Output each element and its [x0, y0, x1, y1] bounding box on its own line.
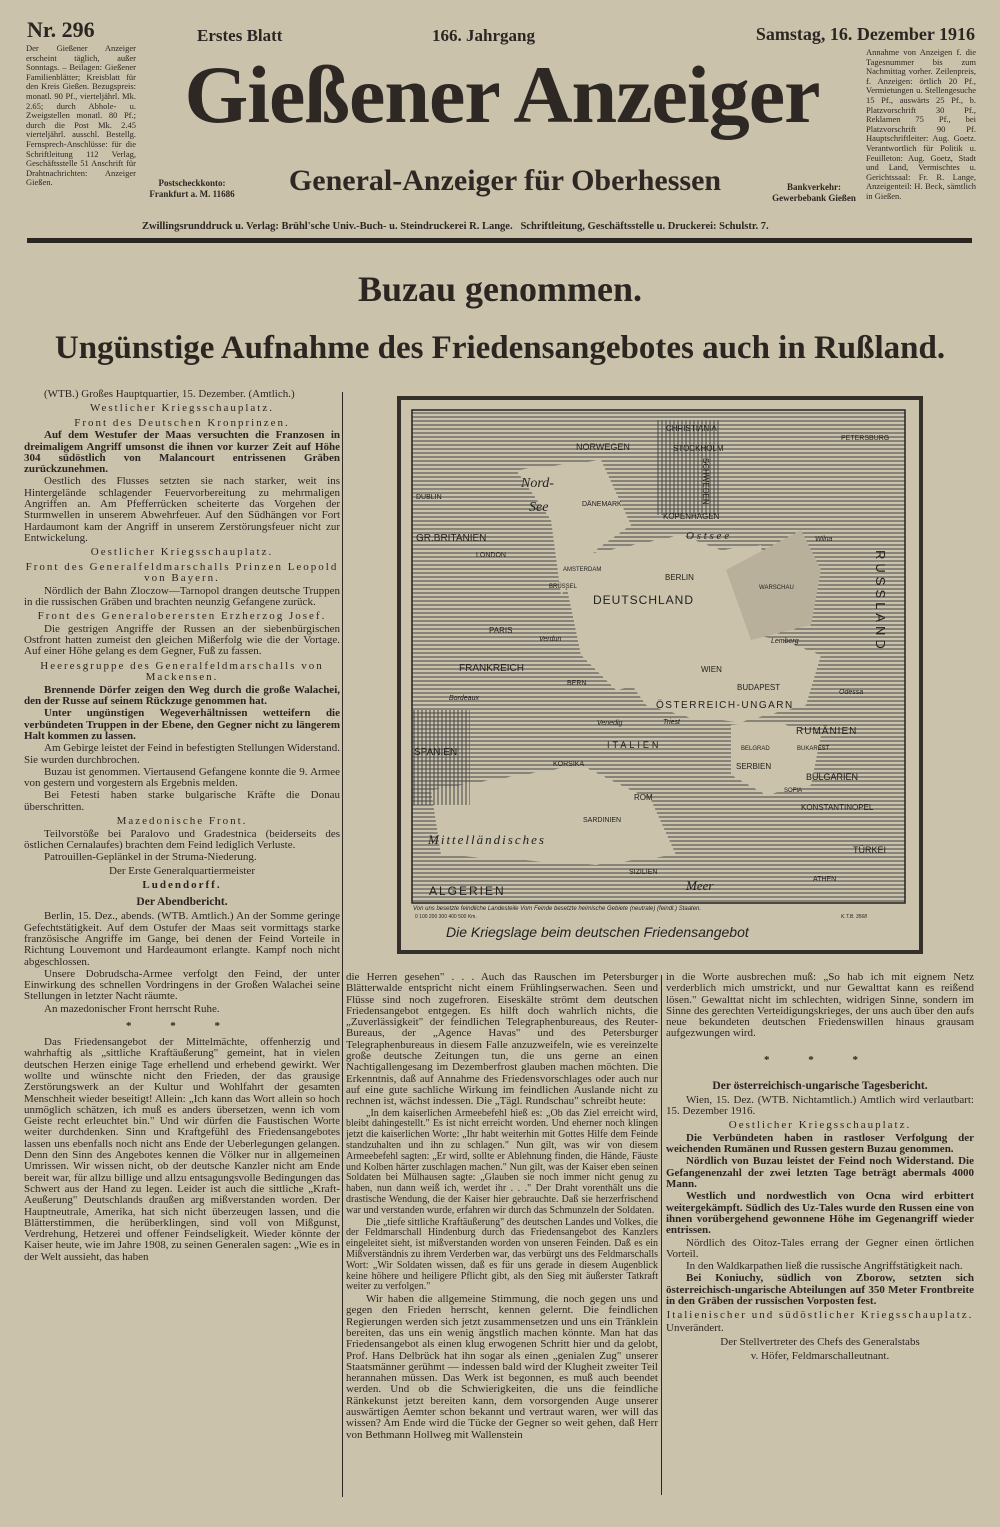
paragraph: Brennende Dörfer zeigen den Weg durch die große Walachei, den der Russe auf seinem Rückzuge genommen hat.: [24, 683, 340, 708]
paragraph: Nördlich des Oitoz-Tales errang der Gegner einen örtlichen Vorteil.: [666, 1236, 974, 1260]
map-label: WIEN: [701, 665, 722, 674]
imprint: Zwillingsrunddruck u. Verlag: Brühl'sche Univ.-Buch- u. Steindruckerei R. Lange. Schriftleitung, Geschäftsstelle u. Druckerei: Schulstr. 7.: [142, 221, 769, 232]
paragraph: Oestlich des Flusses setzten sie nach starker, weit ins Hintergelände schlagender Feuervorbereitung zu mehrmaligen Angriffen an. Am Pfefferrücken scheiterte das Vorgehen der Sturmwellen in unserem Abwehrfeuer. Auf den Südhängen vor Fort Hardaumont kam der Angriff in unserem Zerstörungsfeuer nicht zur Entwickelung.: [24, 475, 340, 544]
map-label: WARSCHAU: [759, 585, 794, 591]
section-heading: Italienischer und südöstlicher Kriegsschauplatz.: [666, 1309, 974, 1322]
map-caption: Die Kriegslage beim deutschen Friedensangebot: [446, 924, 749, 940]
map-label: Odessa: [839, 689, 864, 696]
map-label: See: [529, 500, 549, 515]
postscheck-info: Postscheckkonto: Frankfurt a. M. 11686: [149, 178, 235, 199]
map-label: Nord-: [521, 476, 554, 491]
paragraph: Westlich und nordwestlich von Ocna wird erbittert weitergekämpft. Südlich des Uz-Tales wurde den Russen eine von ihnen vorübergehend gewonnene Höhe im Gegenangriff wieder entrissen.: [666, 1190, 974, 1237]
section-heading: Westlicher Kriegsschauplatz.: [89, 402, 274, 415]
paragraph: Die „tiefe sittliche Kraftäußerung" des deutschen Landes und Volkes, die der Feldmarschall Hindenburg durch das Friedensangebot des Kanzlers eingeleitet sieht, ist mißverstanden worden von unseren Feinden. Daß es ein Mißverständnis zu ihrem Verderben war, das verbürgt uns des Feldmarschalls Wort: „Wir Soldaten wissen, daß es für uns gerade in diesem Augenblick keine höhere und heiligere Pflicht gibt, als den Sieg mit äußerster Tatkraft weiter zu verfolgen.": [346, 1216, 658, 1293]
paragraph: Nördlich von Buzau leistet der Feind noch Widerstand. Die Gefangenenzahl der zwei letzten Tage beträgt abermals 4000 Mann.: [666, 1155, 974, 1191]
paragraph: Nördlich der Bahn Zloczow—Tarnopol drangen deutsche Truppen in die russischen Gräben und brachten neunzig Gefangene zurück.: [24, 584, 340, 609]
section-heading: Front des Generalfeldmarschalls Prinzen Leopold von Bayern.: [25, 560, 339, 585]
map-label: BULGARIEN: [806, 772, 859, 782]
volume-label: 166. Jahrgang: [432, 26, 535, 45]
map-label: DUBLIN: [416, 494, 442, 501]
map-label: Verdun: [539, 636, 562, 643]
headline-main: Buzau genommen.: [357, 269, 642, 309]
map-label: RUMÄNIEN: [796, 726, 858, 737]
paragraph: Teilvorstöße bei Paralovo und Gradestnica (beiderseits des östlichen Cernalaufes) brachten dem Feind lediglich Verluste.: [24, 827, 340, 851]
sweden-area: [656, 420, 721, 515]
signature-name: v. Höfer, Feldmarschalleutnant.: [750, 1350, 890, 1363]
sheet-label: Erstes Blatt: [197, 26, 283, 45]
map-label: KORSIKA: [553, 761, 585, 768]
map-label: DÄNEMARK: [582, 501, 622, 508]
issue-date: Samstag, 16. Dezember 1916: [755, 24, 975, 44]
map-label: BUKAREST: [797, 746, 830, 752]
map-label: BERN: [567, 680, 587, 687]
map-label: NORWEGEN: [576, 442, 630, 452]
paragraph: Wir haben die allgemeine Stimmung, die noch gegen uns und gegen den Frieden herrscht, kennen gelernt. Die feindlichen Regierungen werden sich jetzt zusammensetzen und uns ein Tränklein bereiten, das uns ein wenig ängstlich machen könnte. Man hat das Friedensangebot als einen klug erwogenen Schritt hier und da gelobt, Prof. Hans Delbrück hat ihn sogar als einen „genialen Zug" unserer Staatsmänner gerühmt — indessen bald wird der Klugheit zweiter Teil herannahen müssen. Das Werk ist begonnen, es muß auch beendet werden. Und ob die Schwierigkeiten, die uns die feindliche Ränkekunst jetzt bereiten kann, dem vorsorgenden Auge unserer auswärtigen Aemter schon bekannt und vertraut waren, wer will das wissen? Am Ende wird die Tücke der Gegner so weit gehen, daß Herr von Bethmann Hollweg mit Wallenstein: [346, 1293, 658, 1441]
map-label: SARDINIEN: [583, 817, 622, 824]
section-heading: Oestlicher Kriegsschauplatz.: [90, 546, 274, 559]
map-label: AMSTERDAM: [563, 567, 602, 573]
advertising-info: Annahme von Anzeigen f. die Tagesnummer bis zum Nachmittag vorher. Zeilenpreis, f. Anzeigen: örtlich 20 Pf., Vermietungen u. Stellengesuche 15 Pf., auswärts 25 Pf., b. Platzvorschrift 30 Pf., Reklamen 75 Pf., bei Platzvorschrift 90 Pf. Hauptschriftleiter: Aug. Goetz. Verantwortlich für Politik u. Feuilleton: Aug. Goetz, Stadt und Land, Vermischtes u. Gerichtssaal: Fr. R. Lange, Anzeigenteil: H. Beck, sämtlich in Gießen.: [866, 47, 976, 201]
map-label: BELGRAD: [741, 746, 770, 752]
map-label: GR.BRITANIEN: [416, 533, 487, 544]
paragraph: Am Gebirge leistet der Feind in befestigten Stellungen Widerstand. Sie wurden durchbrochen.: [24, 742, 340, 766]
map-label: SIZILIEN: [629, 869, 658, 876]
separator: * * *: [764, 1053, 876, 1066]
map-label: Venedig: [597, 720, 623, 727]
map-label: BUDAPEST: [737, 683, 781, 692]
section-heading: Oestlicher Kriegsschauplatz.: [728, 1119, 912, 1132]
evening-report-title: Der Abendbericht.: [136, 896, 228, 909]
paragraph: Die Verbündeten haben in rastloser Verfolgung der weichenden Rumänen und Russen gestern Buzau genommen.: [666, 1131, 974, 1156]
map-drawing: [401, 400, 919, 950]
paragraph: Wien, 15. Dez. (WTB. Nichtamtlich.) Amtlich wird verlautbart: 15. Dezember 1916.: [666, 1093, 974, 1118]
map-label: PETERSBURG: [841, 435, 890, 442]
paragraph: Berlin, 15. Dez., abends. (WTB. Amtlich.) An der Somme geringe Gefechtstätigkeit. Auf dem Ostufer der Maas seit vormittags starke französische Angriffe im Gange, bei denen der Feind Vorteile in Richtung Louvemont und Hardeaumont erlangte. Kampf noch nicht abgeschlossen.: [24, 910, 340, 968]
section-heading: Front des Deutschen Kronprinzen.: [74, 416, 290, 429]
section-heading: Front des Generaloberersten Erzherzog Josef.: [37, 610, 327, 623]
newspaper-subtitle: General-Anzeiger für Oberhessen: [288, 164, 722, 197]
section-heading: Heeresgruppe des Generalfeldmarschalls von Mackensen.: [40, 659, 324, 684]
map-label: KOPENHAGEN: [663, 512, 720, 521]
newspaper-title: Gießener Anzeiger: [184, 49, 820, 140]
map-label: ALGERIEN: [429, 884, 506, 898]
map-label: KONSTANTINOPEL: [801, 803, 874, 812]
signature-title: Der Stellvertreter des Chefs des Generalstabs: [720, 1336, 920, 1349]
austrian-report-title: Der österreichisch-ungarische Tagesbericht.: [712, 1079, 928, 1092]
map-label: FRANKREICH: [459, 663, 525, 674]
map-label: RUSSLAND: [873, 550, 888, 653]
paragraph: Unter ungünstigen Wegeverhältnissen wetteifern die verbündeten Truppen in der Ebene, den Gegner nicht zu längerem Halt kommen zu lassen.: [24, 707, 340, 742]
signature-title: Der Erste Generalquartiermeister: [109, 865, 255, 878]
map-label: Triest: [663, 719, 680, 726]
map-label: ATHEN: [813, 876, 837, 883]
map-label: TÜRKEI: [853, 845, 887, 855]
paragraph: Das Friedensangebot der Mittelmächte, offenherzig und wahrhaftig als „sittliche Kraftäußerung" gemeint, hat in vielen deutschen Herzen einige Tage erhellend und erhebend gewirkt. Wer wollte und wünschte nicht den Frieden, der das grausige Zerstörungswerk an der Kultur und Wohlfahrt der gesamten Menschheit wieder beseitigt! Allein: „Ich kann das Wort allein so hoch unmöglich schätzen, ich muß es anders übersetzen, wenn ich vom Geiste recht erleuchtet bin." Und wir dürfen die Faustischen Worte weiter durchdenken. Sinn und Kraftgefühl des Friedensangebotes lassen uns ebenfalls noch nicht ans Ende der Ueberlegungen gelangen. Denn den Sinn des Angebotes kennen die Völker nur in allgemeinen Umrissen. Wir wissen nicht, ob der deutsche Kanzler nicht am Ende bereit war, für allzu billige und allzu entsagungsvolle Bedingungen das Schwert aus der Hand zu legen. Leider ist auch die sittliche „Kraft-Aeußerung" Deutschlands draußen arg mißverstanden worden. Der Hauptneutrale, Amerika, hat sich nicht überzeugen lassen, und die Blätterstimmen, die herüberklingen, sind voll von Mißgunst, Verdrehung, Hetzerei und offener Feindseligkeit. Wieder könnte der Kaiser heute, wie im Jahre 1908, zu seinen Generalen sagen: „Wie es in der Welt aussieht, das haben: [24, 1036, 340, 1263]
map-label: ITALIEN: [607, 740, 662, 750]
paragraph: Patrouillen-Geplänkel in der Struma-Niederung.: [44, 851, 257, 864]
report-dateline: (WTB.) Großes Hauptquartier, 15. Dezember. (Amtlich.): [44, 388, 295, 400]
paragraph: die Herren gesehen" . . . Auch das Rauschen im Petersburger Blätterwalde entspricht nicht einem Frühlingserwachen. Seen und Flüsse sind noch zugefroren. Eiseskälte strömt dem deutschen Friedensangebot entgegen. Es hilft doch wahrlich nichts, die „Zuverlässigkeit" der feindlichen Telegraphenbureaus, des Reuter-Bureaus, der „Agence Havas" und des Petersburger Telegraphenbureaus in diesem Falle anzuzweifeln, wie es vereinzelte große deutsche Zeitungen tun, die uns gerne an einen Nachtigallengesang im Dezemberfrost glauben machen möchten. Die Erkenntnis, daß auf Annahme des Friedensvorschlages oder auch nur auf eine gute sachliche Wirkung im feindlichen Auslande nicht zu rechnen ist, wächst indessen. Die „Tägl. Rundschau" schreibt heute:: [346, 971, 658, 1108]
map-label: DEUTSCHLAND: [593, 593, 695, 607]
map-label: ÖSTERREICH-UNGARN: [656, 700, 794, 711]
paragraph: in die Worte ausbrechen muß: „So hab ich mit eignem Netz verderblich mich umstrickt, und nur Gewalttat kann es reißend lösen." Gewalttat nicht im schlechten, widrigen Sinne, sondern im Sinne des gerechten Verteidigungskrieges, der uns auch über den aufs neue bekundeten deutschen Friedenswillen hinaus grausam aufgezwungen wird.: [666, 971, 974, 1040]
war-map: [397, 396, 923, 954]
right-column: [666, 972, 974, 1364]
map-label: SCHWEDEN: [701, 458, 710, 505]
headline-sub: Ungünstige Aufnahme des Friedensangebotes auch in Rußland.: [54, 330, 946, 366]
map-label: PARIS: [489, 626, 513, 635]
column-rule: [342, 392, 343, 1497]
issue-number: Nr. 296: [27, 17, 95, 42]
map-label: CHRISTIANIA: [666, 424, 717, 433]
map-label: Meer: [686, 878, 714, 893]
header-rule: [27, 238, 972, 243]
paragraph: Buzau ist genommen. Viertausend Gefangene konnte die 9. Armee von gestern und vorgestern als Ergebnis melden.: [24, 765, 340, 790]
bank-info: Bankverkehr: Gewerbebank Gießen: [772, 182, 856, 203]
map-label: Bordeaux: [449, 695, 479, 702]
map-label: Wilna: [815, 536, 833, 543]
paragraph: Bei Koniuchy, südlich von Zborow, setzten sich österreichisch-ungarische Abteilungen auf 350 Meter Frontbreite in den Gräben der russischen Vorposten fest.: [666, 1272, 974, 1308]
left-column: [24, 389, 340, 1264]
paragraph: Unsere Dobrudscha-Armee verfolgt den Feind, der unter Einwirkung des schnellen Vordringens in der Großen Walachei seine Stellungen in letzter Nacht räumte.: [24, 967, 340, 1003]
paragraph: Auf dem Westufer der Maas versuchten die Franzosen in dreimaligem Angriff umsonst die ihnen vor kurzer Zeit auf Höhe 304 südöstlich von Malancourt entrissenen Gräben zurückzunehmen.: [24, 429, 340, 476]
paragraph: In den Waldkarpathen ließ die russische Angriffstätigkeit nach.: [686, 1260, 963, 1273]
map-label: ROM: [634, 793, 653, 802]
paragraph: Bei Fetesti haben starke bulgarische Kräfte die Donau überschritten.: [24, 789, 340, 813]
signature-name: Ludendorff.: [142, 879, 222, 892]
map-label: BRÜSSEL: [549, 584, 578, 590]
map-label: STOCKHOLM: [673, 444, 724, 453]
subscription-info: Der Gießener Anzeiger erscheint täglich, außer Sonntags. – Beilagen: Gießener Familienblätter; Kreisblatt für den Kreis Gießen. Bezugspreis: monatl. 90 Pf., vierteljährl. Mk. 2.65; durch Abhole- u. Zweigstellen monatl. 80 Pf.; durch die Post Mk. 2.45 vierteljährl. ausschl. Bestellg. Fernsprech-Anschlüsse: für die Schriftleitung 112 Verlag, Geschäftsstelle 51 Anschrift für Drahtnachrichten: Anzeiger Gießen.: [26, 43, 136, 188]
middle-column: [346, 972, 658, 1442]
map-credit: K.T.B. 3568: [841, 914, 867, 920]
paragraph: „In dem kaiserlichen Armeebefehl hieß es: „Ob das Ziel erreicht wird, bleibt dahingestellt." Es ist nicht erreicht worden. Und eherner noch klingen jetzt die kaiserlichen Worte: „Ihr habt weiterhin mit Gottes Hilfe dem Feinde standzuhalten und ihn zu schlagen." Nun gilt, was wir von diesem Armeebefehl sagten: „Er wird, sollte er Ablehnung finden, die Hände, Fäuste und Kolben härter zuschlagen machen." Nun gilt, was der Kaiser eben seinen Soldaten bei Mülhausen sagte: „Glauben sie noch immer nicht genug zu haben, nun dann weiß ich, werdet ihr . . ." Der Draht vorenthält uns die drastische Wendung, die der Kaiser hier gebrauchte. Daß sie herzerfrischend war und verstanden wurde, erfahren wir durch das Schmunzeln der Soldaten.: [346, 1107, 658, 1216]
paragraph: Die gestrigen Angriffe der Russen an der siebenbürgischen Ostfront hatten zumeist den gleichen Mißerfolg wie die der Vortage. Auf einer Höhe gelang es dem Gegner, Fuß zu fassen.: [24, 622, 340, 658]
paragraph: An mazedonischer Front herrscht Ruhe.: [44, 1002, 220, 1015]
map-label: SPANIEN: [414, 747, 458, 758]
column-rule: [661, 975, 662, 1495]
map-label: Mittelländisches: [428, 832, 546, 847]
map-label: SOFIA: [784, 788, 803, 794]
section-heading: Mazedonische Front.: [116, 815, 248, 828]
map-label: SERBIEN: [736, 762, 772, 771]
map-label: BERLIN: [665, 573, 694, 582]
map-label: LONDON: [476, 552, 506, 559]
map-label: O s t s e e: [686, 530, 730, 542]
map-label: Lemberg: [771, 638, 799, 645]
map-scale: 0 100 200 300 400 500 Km.: [415, 914, 477, 920]
map-legend: Von uns besetzte feindliche Landesteile Vom Feinde besetzte heimische Gebiete (neutrale) (feindl.) Staaten.: [413, 906, 702, 912]
separator: * * *: [126, 1020, 238, 1033]
paragraph: Unverändert.: [666, 1321, 724, 1334]
